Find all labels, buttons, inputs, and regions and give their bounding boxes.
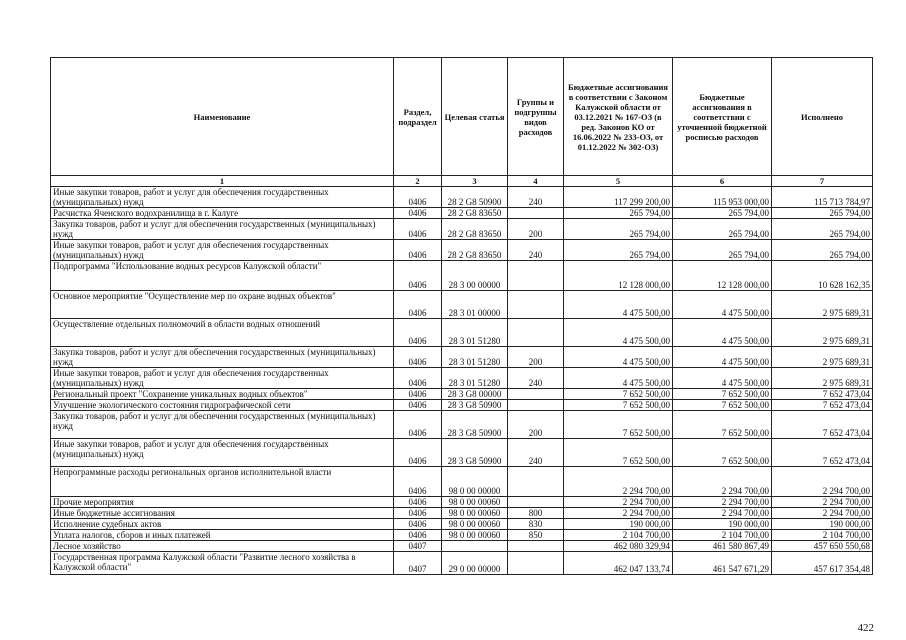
row-law-allocation: 12 128 000,00 bbox=[564, 261, 673, 291]
row-name: Подпрограмма "Использование водных ресурсов Калужской области" bbox=[51, 261, 394, 291]
header-refined-allocations: Бюджетные ассигнования в соответствии с уточненной бюджетной росписью расходов bbox=[673, 58, 772, 176]
row-expense-group bbox=[508, 319, 564, 347]
table-row bbox=[51, 187, 873, 208]
row-refined-allocation: 2 294 700,00 bbox=[673, 467, 772, 497]
page-number: 422 bbox=[857, 622, 874, 634]
table-row bbox=[51, 467, 873, 497]
row-section: 0407 bbox=[394, 541, 442, 552]
row-expense-group: 200 bbox=[508, 347, 564, 368]
row-law-allocation: 4 475 500,00 bbox=[564, 368, 673, 389]
row-expense-group bbox=[508, 389, 564, 400]
row-name: Прочие мероприятия bbox=[51, 497, 394, 508]
table-body bbox=[51, 187, 873, 575]
row-law-allocation: 7 652 500,00 bbox=[564, 400, 673, 411]
row-law-allocation: 4 475 500,00 bbox=[564, 291, 673, 319]
row-executed: 457 650 550,68 bbox=[772, 541, 873, 552]
row-name: Расчистка Яченского водохранилища в г. Калуге bbox=[51, 208, 394, 219]
row-name: Иные бюджетные ассигнования bbox=[51, 508, 394, 519]
row-refined-allocation: 115 953 000,00 bbox=[673, 187, 772, 208]
row-target-article: 98 0 00 00060 bbox=[442, 519, 508, 530]
row-expense-group: 240 bbox=[508, 368, 564, 389]
row-executed: 2 104 700,00 bbox=[772, 530, 873, 541]
row-law-allocation: 4 475 500,00 bbox=[564, 319, 673, 347]
table-row bbox=[51, 319, 873, 347]
row-target-article: 28 2 G8 50900 bbox=[442, 187, 508, 208]
row-expense-group bbox=[508, 467, 564, 497]
row-refined-allocation: 12 128 000,00 bbox=[673, 261, 772, 291]
table-row bbox=[51, 519, 873, 530]
row-name: Уплата налогов, сборов и иных платежей bbox=[51, 530, 394, 541]
row-refined-allocation: 2 294 700,00 bbox=[673, 497, 772, 508]
row-refined-allocation: 4 475 500,00 bbox=[673, 319, 772, 347]
row-section: 0406 bbox=[394, 389, 442, 400]
table-row bbox=[51, 240, 873, 261]
row-target-article: 98 0 00 00000 bbox=[442, 467, 508, 497]
row-law-allocation: 117 299 200,00 bbox=[564, 187, 673, 208]
row-law-allocation: 7 652 500,00 bbox=[564, 439, 673, 467]
row-section: 0406 bbox=[394, 400, 442, 411]
row-law-allocation: 2 104 700,00 bbox=[564, 530, 673, 541]
row-name: Осуществление отдельных полномочий в области водных отношений bbox=[51, 319, 394, 347]
row-name: Иные закупки товаров, работ и услуг для обеспечения государственных (муниципальных) нужд bbox=[51, 439, 394, 467]
row-refined-allocation: 461 547 671,29 bbox=[673, 552, 772, 575]
row-law-allocation: 462 080 329,94 bbox=[564, 541, 673, 552]
row-law-allocation: 462 047 133,74 bbox=[564, 552, 673, 575]
row-section: 0406 bbox=[394, 497, 442, 508]
row-section: 0406 bbox=[394, 261, 442, 291]
row-expense-group bbox=[508, 552, 564, 575]
row-name: Иные закупки товаров, работ и услуг для обеспечения государственных (муниципальных) нужд bbox=[51, 368, 394, 389]
row-section: 0406 bbox=[394, 368, 442, 389]
row-law-allocation: 4 475 500,00 bbox=[564, 347, 673, 368]
row-name: Иные закупки товаров, работ и услуг для обеспечения государственных (муниципальных) нужд bbox=[51, 187, 394, 208]
row-executed: 2 294 700,00 bbox=[772, 497, 873, 508]
row-law-allocation: 7 652 500,00 bbox=[564, 389, 673, 400]
row-executed: 2 294 700,00 bbox=[772, 508, 873, 519]
row-executed: 2 294 700,00 bbox=[772, 467, 873, 497]
row-refined-allocation: 2 104 700,00 bbox=[673, 530, 772, 541]
row-section: 0406 bbox=[394, 439, 442, 467]
row-law-allocation: 2 294 700,00 bbox=[564, 508, 673, 519]
row-expense-group bbox=[508, 261, 564, 291]
row-target-article: 28 2 G8 83650 bbox=[442, 240, 508, 261]
table-row bbox=[51, 552, 873, 575]
row-name: Иные закупки товаров, работ и услуг для обеспечения государственных (муниципальных) нужд bbox=[51, 240, 394, 261]
row-expense-group bbox=[508, 208, 564, 219]
table-row bbox=[51, 411, 873, 439]
row-target-article: 28 3 01 00000 bbox=[442, 291, 508, 319]
row-law-allocation: 2 294 700,00 bbox=[564, 467, 673, 497]
row-section: 0407 bbox=[394, 552, 442, 575]
header-expense-group: Группы и подгруппы видов расходов bbox=[508, 58, 564, 176]
row-executed: 7 652 473,04 bbox=[772, 389, 873, 400]
row-refined-allocation: 265 794,00 bbox=[673, 208, 772, 219]
row-law-allocation: 7 652 500,00 bbox=[564, 411, 673, 439]
row-law-allocation: 190 000,00 bbox=[564, 519, 673, 530]
row-section: 0406 bbox=[394, 467, 442, 497]
column-number: 7 bbox=[772, 176, 873, 187]
row-target-article: 98 0 00 00060 bbox=[442, 508, 508, 519]
row-expense-group: 850 bbox=[508, 530, 564, 541]
row-name: Закупка товаров, работ и услуг для обеспечения государственных (муниципальных) нужд bbox=[51, 411, 394, 439]
row-section: 0406 bbox=[394, 291, 442, 319]
table-row bbox=[51, 219, 873, 240]
row-name: Основное мероприятие "Осуществление мер по охране водных объектов" bbox=[51, 291, 394, 319]
row-refined-allocation: 4 475 500,00 bbox=[673, 291, 772, 319]
row-refined-allocation: 265 794,00 bbox=[673, 240, 772, 261]
row-refined-allocation: 7 652 500,00 bbox=[673, 389, 772, 400]
table-row bbox=[51, 530, 873, 541]
row-refined-allocation: 2 294 700,00 bbox=[673, 508, 772, 519]
row-executed: 7 652 473,04 bbox=[772, 439, 873, 467]
row-refined-allocation: 7 652 500,00 bbox=[673, 400, 772, 411]
row-refined-allocation: 461 580 867,49 bbox=[673, 541, 772, 552]
row-section: 0406 bbox=[394, 240, 442, 261]
row-law-allocation: 265 794,00 bbox=[564, 219, 673, 240]
table-row bbox=[51, 400, 873, 411]
column-number: 3 bbox=[442, 176, 508, 187]
row-name: Улучшение экологического состояния гидрографической сети bbox=[51, 400, 394, 411]
header-executed: Исполнено bbox=[772, 58, 873, 176]
row-name: Государственная программа Калужской области "Развитие лесного хозяйства в Калужской области" bbox=[51, 552, 394, 575]
row-target-article: 28 3 01 51280 bbox=[442, 347, 508, 368]
column-number: 2 bbox=[394, 176, 442, 187]
row-refined-allocation: 4 475 500,00 bbox=[673, 347, 772, 368]
row-target-article: 28 3 G8 50900 bbox=[442, 400, 508, 411]
table-row bbox=[51, 261, 873, 291]
row-expense-group: 830 bbox=[508, 519, 564, 530]
row-executed: 2 975 689,31 bbox=[772, 291, 873, 319]
row-section: 0406 bbox=[394, 208, 442, 219]
row-section: 0406 bbox=[394, 319, 442, 347]
row-executed: 2 975 689,31 bbox=[772, 319, 873, 347]
row-target-article: 29 0 00 00000 bbox=[442, 552, 508, 575]
row-name: Закупка товаров, работ и услуг для обеспечения государственных (муниципальных) нужд bbox=[51, 347, 394, 368]
row-executed: 265 794,00 bbox=[772, 208, 873, 219]
header-section: Раздел, подраздел bbox=[394, 58, 442, 176]
row-target-article: 98 0 00 00060 bbox=[442, 530, 508, 541]
row-target-article: 28 3 00 00000 bbox=[442, 261, 508, 291]
column-number: 1 bbox=[51, 176, 394, 187]
row-executed: 2 975 689,31 bbox=[772, 368, 873, 389]
header-name: Наименование bbox=[51, 58, 394, 176]
row-name: Региональный проект "Сохранение уникальных водных объектов" bbox=[51, 389, 394, 400]
budget-table bbox=[50, 57, 873, 575]
table-row bbox=[51, 389, 873, 400]
row-name: Непрограммные расходы региональных органов исполнительной власти bbox=[51, 467, 394, 497]
row-law-allocation: 265 794,00 bbox=[564, 208, 673, 219]
column-number: 4 bbox=[508, 176, 564, 187]
table-row bbox=[51, 291, 873, 319]
row-target-article bbox=[442, 541, 508, 552]
row-target-article: 28 3 G8 50900 bbox=[442, 411, 508, 439]
row-name: Закупка товаров, работ и услуг для обеспечения государственных (муниципальных) нужд bbox=[51, 219, 394, 240]
row-refined-allocation: 265 794,00 bbox=[673, 219, 772, 240]
row-expense-group: 240 bbox=[508, 187, 564, 208]
row-executed: 190 000,00 bbox=[772, 519, 873, 530]
row-expense-group: 240 bbox=[508, 240, 564, 261]
row-refined-allocation: 7 652 500,00 bbox=[673, 439, 772, 467]
table-row bbox=[51, 508, 873, 519]
row-executed: 265 794,00 bbox=[772, 240, 873, 261]
column-number: 6 bbox=[673, 176, 772, 187]
row-executed: 7 652 473,04 bbox=[772, 411, 873, 439]
header-law-allocations: Бюджетные ассигнования в соответствии с Законом Калужской области от 03.12.2021 № 167-ОЗ (в ред. Законов КО от 16.06.2022 № 233-ОЗ, от 01.12.2022 № 302-ОЗ) bbox=[564, 58, 673, 176]
row-section: 0406 bbox=[394, 187, 442, 208]
row-executed: 115 713 784,97 bbox=[772, 187, 873, 208]
table-row bbox=[51, 541, 873, 552]
row-executed: 2 975 689,31 bbox=[772, 347, 873, 368]
row-target-article: 28 3 01 51280 bbox=[442, 319, 508, 347]
row-section: 0406 bbox=[394, 411, 442, 439]
row-expense-group bbox=[508, 291, 564, 319]
row-executed: 457 617 354,48 bbox=[772, 552, 873, 575]
row-section: 0406 bbox=[394, 519, 442, 530]
row-target-article: 28 2 G8 83650 bbox=[442, 208, 508, 219]
row-target-article: 28 2 G8 83650 bbox=[442, 219, 508, 240]
row-executed: 7 652 473,04 bbox=[772, 400, 873, 411]
row-executed: 10 628 162,35 bbox=[772, 261, 873, 291]
row-law-allocation: 265 794,00 bbox=[564, 240, 673, 261]
table-row bbox=[51, 439, 873, 467]
table-row bbox=[51, 368, 873, 389]
row-refined-allocation: 190 000,00 bbox=[673, 519, 772, 530]
row-refined-allocation: 4 475 500,00 bbox=[673, 368, 772, 389]
column-number: 5 bbox=[564, 176, 673, 187]
header-target-article: Целевая статья bbox=[442, 58, 508, 176]
row-expense-group bbox=[508, 541, 564, 552]
table-row bbox=[51, 347, 873, 368]
row-executed: 265 794,00 bbox=[772, 219, 873, 240]
row-refined-allocation: 7 652 500,00 bbox=[673, 411, 772, 439]
row-target-article: 98 0 00 00060 bbox=[442, 497, 508, 508]
table-row bbox=[51, 497, 873, 508]
row-section: 0406 bbox=[394, 347, 442, 368]
table-header-row bbox=[51, 58, 873, 176]
row-law-allocation: 2 294 700,00 bbox=[564, 497, 673, 508]
row-target-article: 28 3 G8 50900 bbox=[442, 439, 508, 467]
table-row bbox=[51, 208, 873, 219]
row-name: Лесное хозяйство bbox=[51, 541, 394, 552]
row-section: 0406 bbox=[394, 219, 442, 240]
row-expense-group bbox=[508, 400, 564, 411]
row-expense-group: 200 bbox=[508, 411, 564, 439]
column-number-row bbox=[51, 176, 873, 187]
row-expense-group: 240 bbox=[508, 439, 564, 467]
row-expense-group: 200 bbox=[508, 219, 564, 240]
row-target-article: 28 3 01 51280 bbox=[442, 368, 508, 389]
row-expense-group: 800 bbox=[508, 508, 564, 519]
row-section: 0406 bbox=[394, 508, 442, 519]
row-expense-group bbox=[508, 497, 564, 508]
row-name: Исполнение судебных актов bbox=[51, 519, 394, 530]
row-target-article: 28 3 G8 00000 bbox=[442, 389, 508, 400]
row-section: 0406 bbox=[394, 530, 442, 541]
